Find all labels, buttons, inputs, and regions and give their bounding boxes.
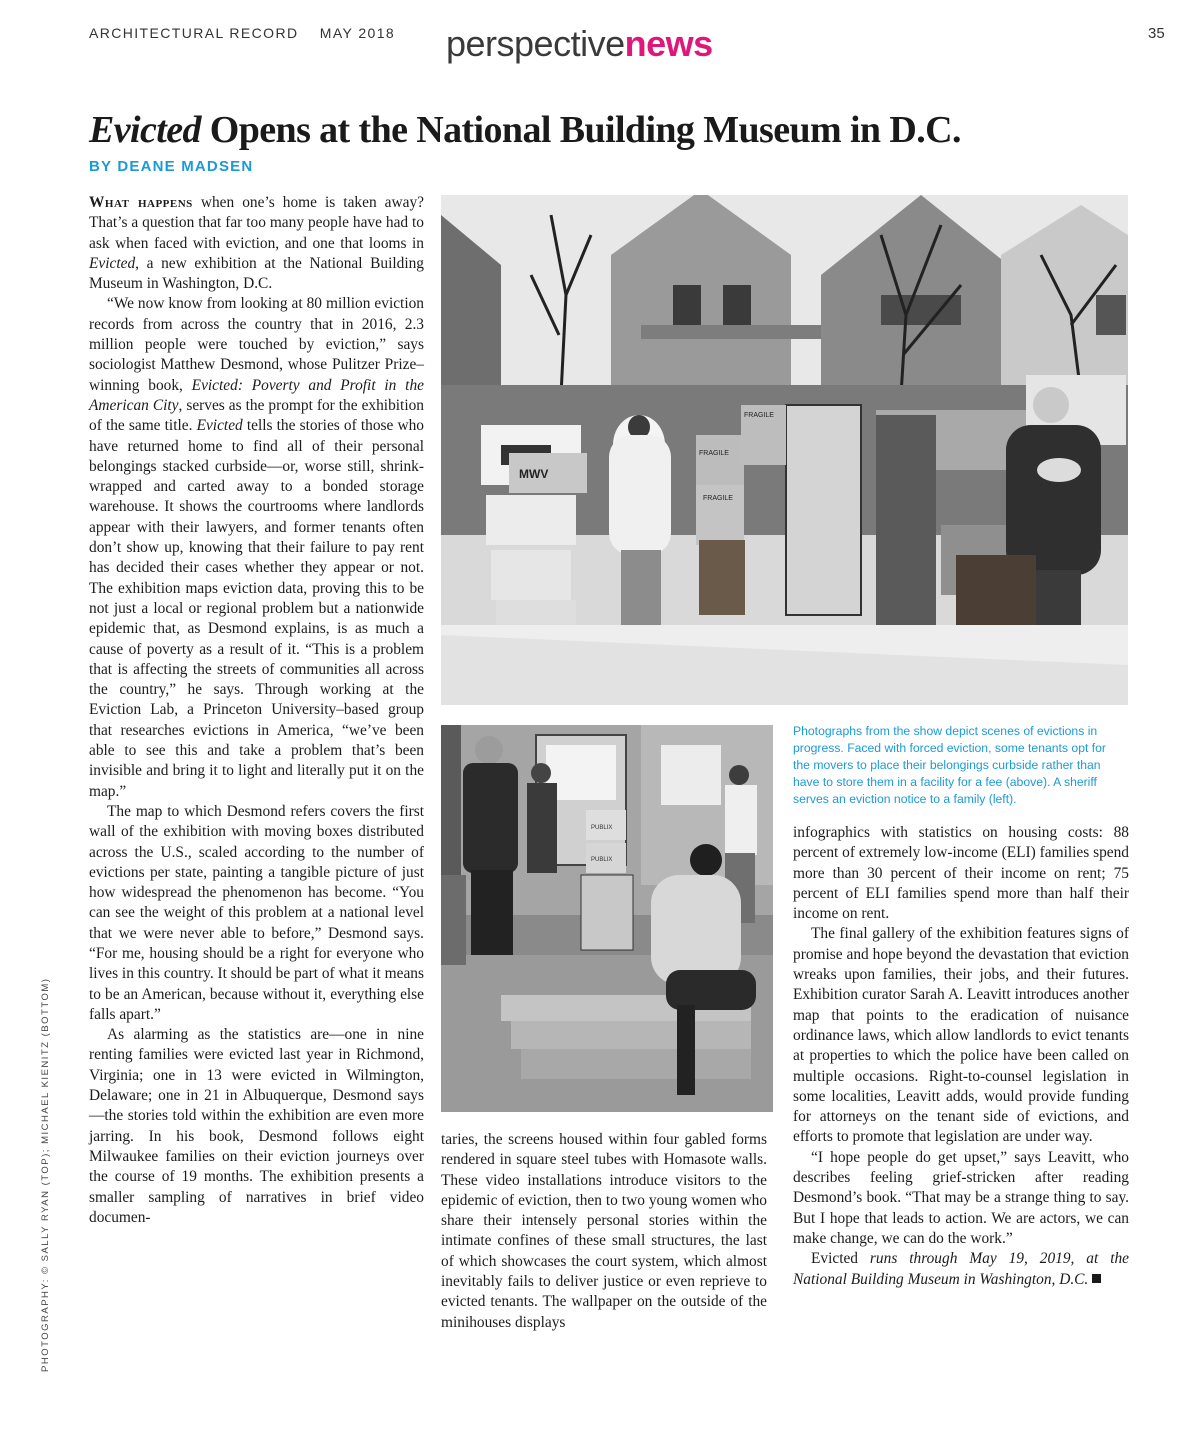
photo-caption: Photographs from the show depict scenes of evictions in progress. Faced with forced eviction, some tenants opt for the movers to place their belongings curbside rather than have to store them in a facility for a fee (above). A sheriff serves an eviction notice to a family (left). (793, 724, 1106, 806)
text-run: , serves as the prompt for the exhibition of the same title. (89, 396, 424, 435)
text-run: tells the stories of those who have returned home to find all of their personal belongings stacked curbside—or, worse still, shrink-wrapped and carted away to a bonded storage warehouse. It shows the courtrooms where landlords appear with their lawyers, and former tenants often don’t show up, knowing that their failure to pay rent has decided their cases whether they appear or not. The exhibition maps eviction data, proving this to be not just a local or regional problem but a nationwide epidemic that, as Desmond explains, is as much a cause of poverty as a result of it. “This is a problem that is affecting the streets of communities all across the country,” he says. Through working at the Eviction Lab, a Princeton University–based group that researches evictions in America, “we’ve been able to see this and take a problem that’s been invisible and bring it to light and literally put it on the map.” (89, 417, 424, 800)
text-run: , a new exhibition at the National Building Museum in Washington, D.C. (89, 254, 424, 293)
paragraph: taries, the screens housed within four gabled forms rendered in square steel tubes with Homasote walls. These video installations introduce visitors to the epidemic of eviction, then to two young women who share their intensely personal stories within the intimate confines of these small structures, the last of which showcases the court system, which almost inevitably fails to deliver justice or even reprieve to evicted tenants. The wallpaper on the outside of the minihouses displays (441, 1131, 767, 1331)
book-title: Evicted (89, 254, 136, 272)
box-label: PUBLIX (591, 857, 613, 863)
closing-title: Evicted (811, 1250, 859, 1268)
box-label: FRAGILE (703, 495, 733, 502)
paragraph (89, 294, 424, 801)
paragraph: The final gallery of the exhibition features signs of promise and hope beyond the devastation that eviction wreaks upon families, their jobs, and their futures. Exhibition curator Sarah A. Leavitt introduces another map that points to the eradication of nuisance ordinance laws, which allow landlords to evict tenants at properties to which the police have been called on multiple occasions. Right-to-counsel legislation in some localities, Leavitt adds, would provide funding for attorneys on the tenant side of evictions, and efforts to promote that legislation are under way. (793, 925, 1129, 1146)
text-run: “We now know from looking at 80 million eviction records from across the country that in 2016, 2.3 million people were touched by eviction,” says sociologist Matthew Desmond, whose Pulitzer Prize–winning book, (89, 295, 424, 394)
photo-curbside-eviction-image (441, 195, 1128, 705)
paragraph: infographics with statistics on housing costs: 88 percent of extremely low-income (ELI) families spend more than 30 percent of their income on rent; 75 percent of ELI families spend more than half their income on rent. (793, 824, 1129, 923)
book-title: Evicted: Poverty and Profit in the American City (89, 376, 424, 414)
box-label-mwv: MWV (519, 467, 549, 481)
masthead-news: news (624, 23, 713, 64)
masthead-perspective: perspective (446, 23, 625, 64)
photo-credit: PHOTOGRAPHY: © SALLY RYAN (TOP); MICHAEL KIENITZ (BOTTOM) (40, 977, 51, 1372)
headline-rest: Opens at the National Building Museum in D.C. (200, 109, 961, 151)
book-title: Evicted (196, 417, 243, 435)
photo-sheriff-notice (441, 725, 773, 1112)
text-run: when one’s home is taken away? That’s a question that far too many people have had to ask when faced with eviction, and one that looms in (89, 194, 424, 252)
box-label: PUBLIX (591, 825, 613, 831)
photo-sheriff-notice-image (441, 725, 773, 1112)
lead-in: What happens (89, 194, 193, 211)
article-headline (89, 107, 961, 153)
paragraph: As alarming as the statistics are—one in nine renting families were evicted last year in Richmond, Virginia; one in 13 were evicted in Wilmington, Delaware; one in 21 in Albuquerque, Desmond says—the stories told within the exhibition are even more jarring. In his book, Desmond follows eight Milwaukee families on their eviction journeys over the course of 19 months. The exhibition presents a smaller sampling of narratives in brief video documen- (89, 1026, 424, 1226)
byline: BY DEANE MADSEN (89, 158, 254, 175)
box-label: FRAGILE (744, 412, 774, 419)
box-label: FRAGILE (699, 450, 729, 457)
paragraph-closing (793, 1249, 1129, 1290)
article-column-2 (441, 1130, 767, 1333)
closing-italic: runs through May 19, 2019, at the National Building Museum in Washington, D.C. (793, 1250, 1129, 1288)
headline-italic: Evicted (89, 109, 201, 151)
page-number: 35 (1148, 25, 1165, 42)
paragraph: “I hope people do get upset,” says Leavitt, who describes feeling grief-stricken after reading Desmond’s book. “That may be a strange thing to say. But I hope that leads to action. We are actors, we can make change, we can do the work.” (793, 1148, 1129, 1247)
paragraph: The map to which Desmond refers covers the first wall of the exhibition with moving boxes distributed across the U.S., scaled according to the number of evictions per state, painting a tangible picture of just how widespread the phenomenon has become. “You can see the weight of this problem at a national level that we were never able to before,” Desmond says. “For me, housing should be a right for everyone who lives in this country. It should be part of what it means to be an American, because without it, everything else falls apart.” (89, 802, 424, 1023)
photo-curbside-eviction (441, 195, 1128, 705)
issue-date: MAY 2018 (319, 25, 396, 41)
paragraph (89, 193, 424, 294)
publication-name: ARCHITECTURAL RECORD (89, 25, 299, 41)
publication-header (89, 25, 395, 41)
end-mark-icon (1092, 1274, 1101, 1283)
article-column-3 (793, 823, 1129, 1290)
section-masthead (446, 24, 713, 64)
article-column-1 (89, 193, 424, 1228)
